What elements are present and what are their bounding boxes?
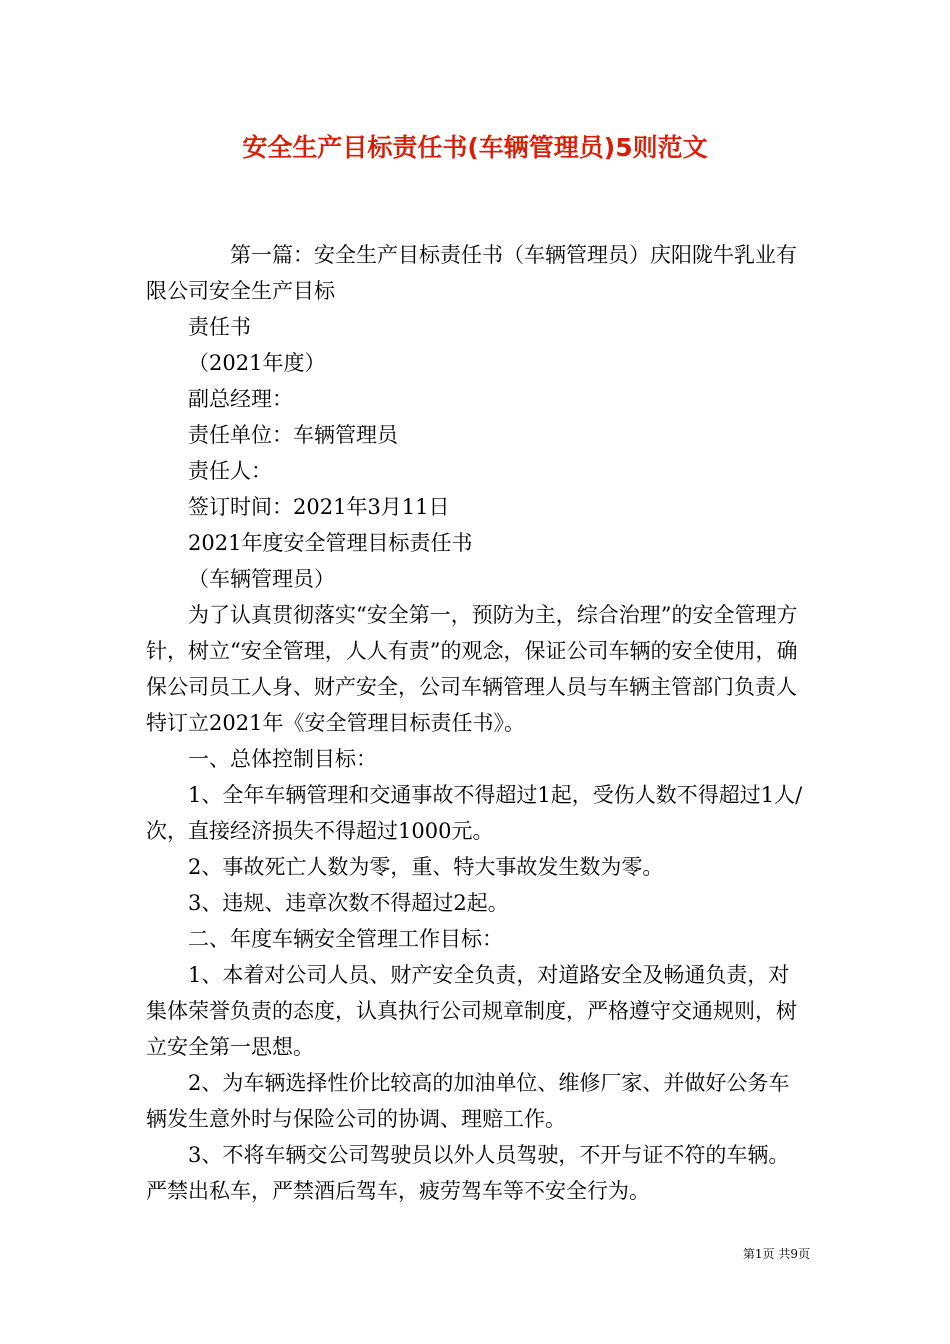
paragraph-line: （车辆管理员） <box>188 567 335 591</box>
paragraph-line: 责任人： <box>188 459 272 483</box>
paragraph-line: （2021年度） <box>188 351 326 375</box>
paragraph-heading: 第一篇：安全生产目标责任书（车辆管理员）庆阳陇牛乳业有限公司安全生产目标 <box>146 243 797 303</box>
document-title: 安全生产目标责任书(车辆管理员)5则范文 <box>242 133 708 162</box>
paragraph-intro: 为了认真贯彻落实“安全第一，预防为主，综合治理”的安全管理方针，树立“安全管理，人人有责”的观念，保证公司车辆的安全使用，确保公司员工人身、财产安全，公司车辆管理人员与车辆主管部门负责人特订立2021年《安全管理目标责任书》。 <box>146 603 798 735</box>
list-item: 1、本着对公司人员、财产安全负责，对道路安全及畅通负责，对集体荣誉负责的态度，认真执行公司规章制度，严格遵守交通规则，树立安全第一思想。 <box>146 963 797 1059</box>
section-heading: 一、总体控制目标： <box>188 747 377 771</box>
list-item: 3、不将车辆交公司驾驶员以外人员驾驶，不开与证不符的车辆。严禁出私车，严禁酒后驾车，疲劳驾车等不安全行为。 <box>146 1143 790 1203</box>
list-item: 3、违规、违章次数不得超过2起。 <box>188 891 509 915</box>
paragraph-line: 责任单位：车辆管理员 <box>188 423 398 447</box>
page-number: 第1页 共9页 <box>742 1247 810 1261</box>
paragraph-line: 签订时间：2021年3月11日 <box>188 495 450 519</box>
list-item: 2、为车辆选择性价比较高的加油单位、维修厂家、并做好公务车辆发生意外时与保险公司的协调、理赔工作。 <box>146 1071 790 1131</box>
paragraph-line: 责任书 <box>188 315 251 339</box>
document-body <box>146 237 806 1209</box>
list-item: 2、事故死亡人数为零，重、特大事故发生数为零。 <box>188 855 664 879</box>
section-heading: 二、年度车辆安全管理工作目标： <box>188 927 503 951</box>
list-item: 1、全年车辆管理和交通事故不得超过1起，受伤人数不得超过1人/次，直接经济损失不得超过1000元。 <box>146 783 803 843</box>
paragraph-line: 2021年度安全管理目标责任书 <box>188 531 473 555</box>
paragraph-line: 副总经理： <box>188 387 293 411</box>
